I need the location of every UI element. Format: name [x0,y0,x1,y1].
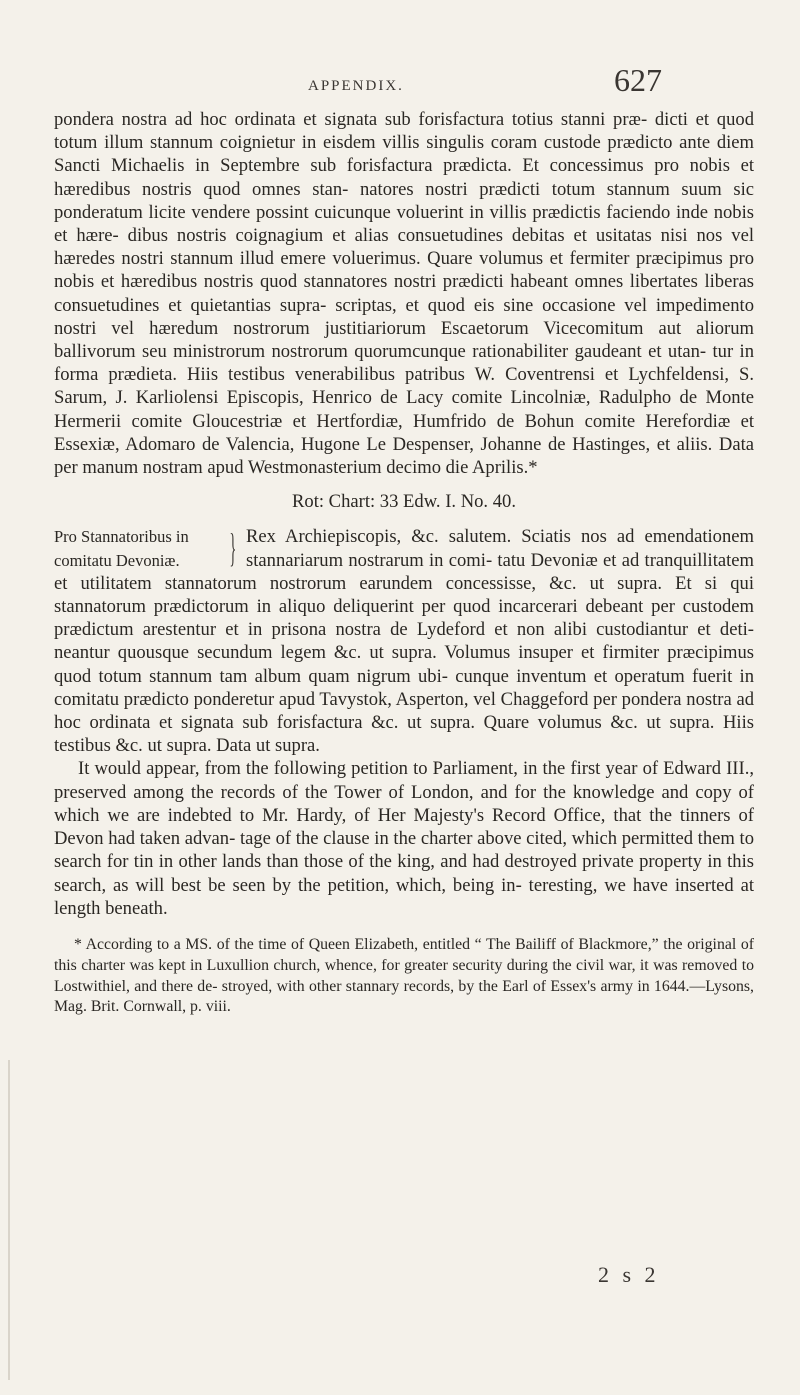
commentary-paragraph: It would appear, from the following petition to Parliament, in the first year of Edward III., preserved among the records of the Tower of London, and for the knowledge and copy of which we are indebted to Mr. Hardy, of Her Majesty's Record Office, that the tinners of Devon had taken advan- tage of the clause in the charter above cited, which permitted them to search for tin in other lands than those of the king, and had destroyed private property in this search, as will best be seen by the petition, which, being in- teresting, we have inserted at length beneath. [54,758,754,919]
grant-side-heading [54,525,236,571]
grant-heading-line-1: Pro Stannatoribus in [54,527,189,547]
devon-grant-paragraph: Rex Archiepiscopis, &c. salutem. Sciatis nos ad emendationem stannariarum nostrarum in comi- tatu Devoniæ et ad tranquillitatem et utilitatem stannatorum nostrorum earundem concessisse, &c. ut supra. Et si qui stannatorum prædictorum in aliquo deliquerint per quod incarcerari debeant per custodem prædictum arestentur et in prisona nostra de Lydeford et non alibi custodiantur et deti- neantur quousque secundum legem &c. ut supra. Volumus insuper et firmiter præcipimus quod totum stannum tam album quam nigrum ubi- cunque inventum et operatum fuerit in comitatu prædicto ponderetur apud Tavystok, Asperton, vel Chaggeford per pondera nostra ad hoc ordinata et signata sub forisfactura &c. ut supra. Quare volumus &c. ut supra. Hiis testibus &c. ut supra. Data ut supra. [54,526,754,757]
page-edge-shadow [8,1060,10,1380]
brace-mark: } [229,525,236,571]
devon-grant-section [54,525,754,757]
page-number: 627 [614,62,662,98]
grant-heading-line-2: comitatu Devoniæ. [54,550,180,570]
footnote [54,935,754,1018]
footnote-spacer [54,920,754,935]
running-head [0,58,800,98]
running-head-title: APPENDIX. [308,78,404,94]
main-text [54,108,754,1018]
signature-mark: 2 s 2 [598,1262,660,1287]
charter-continuation-paragraph: pondera nostra ad hoc ordinata et signata sub forisfactura totius stanni præ- dicti et quod totum illum stannum coignietur in eisdem villis singulis coram custode prædicto ante diem Sancti Michaelis in Septembre sub forisfactura prædicta. Et concessimus pro nobis et hæredibus nostris quod omnes stan- natores nostri prædicti totum stannum suum sic ponderatum licite vendere possint cuicunque voluerint in villis prædictis faciendo inde nobis et hære- dibus nostris coignagium et alias consuetudines debitas et usitatas nisi nos vel hæredes nostri stannum illud emere voluerimus. Quare volumus et fermiter præcipimus pro nobis et hæredibus nostris quod stannatores nostri prædicti habeant omnes libertates liberas consuetudines et quietantias supra- scriptas, et quod eis sine occasione vel impedimento nostri vel hæredum nostrorum justitiariorum Escaetorum Vicecomitum aut aliorum ballivorum seu ministrorum nostrorum quorumcunque rationabiliter gaudeant et utan- tur in forma prædieta. Hiis testibus venerabilibus patribus W. Coventrensi et Lychfeldensi, S. Sarum, J. Karliolensi Episcopis, Henrico de Lacy comite Lincolniæ, Radulpho de Monte Hermerii comite Gloucestriæ et Hertfordiæ, Humfrido de Bohun comite Herefordiæ et Essexiæ, Adomaro de Valencia, Hugone Le Despenser, Johanne de Hastinges, et aliis. Data per manum nostram apud Westmonasterium decimo die Aprilis.* [54,109,754,479]
footnote-text: * According to a MS. of the time of Queen Elizabeth, entitled “ The Bailiff of Blackmore,” the original of this charter was kept in Luxullion church, whence, for greater security during the civil war, it was removed to Lostwithiel, and there de- stroyed, with other stannary records, by the Earl of Essex's army in 1644.—Lysons, Mag. Brit. Cornwall, p. viii. [54,935,754,1016]
record-reference: Rot: Chart: 33 Edw. I. No. 40. [292,491,516,513]
